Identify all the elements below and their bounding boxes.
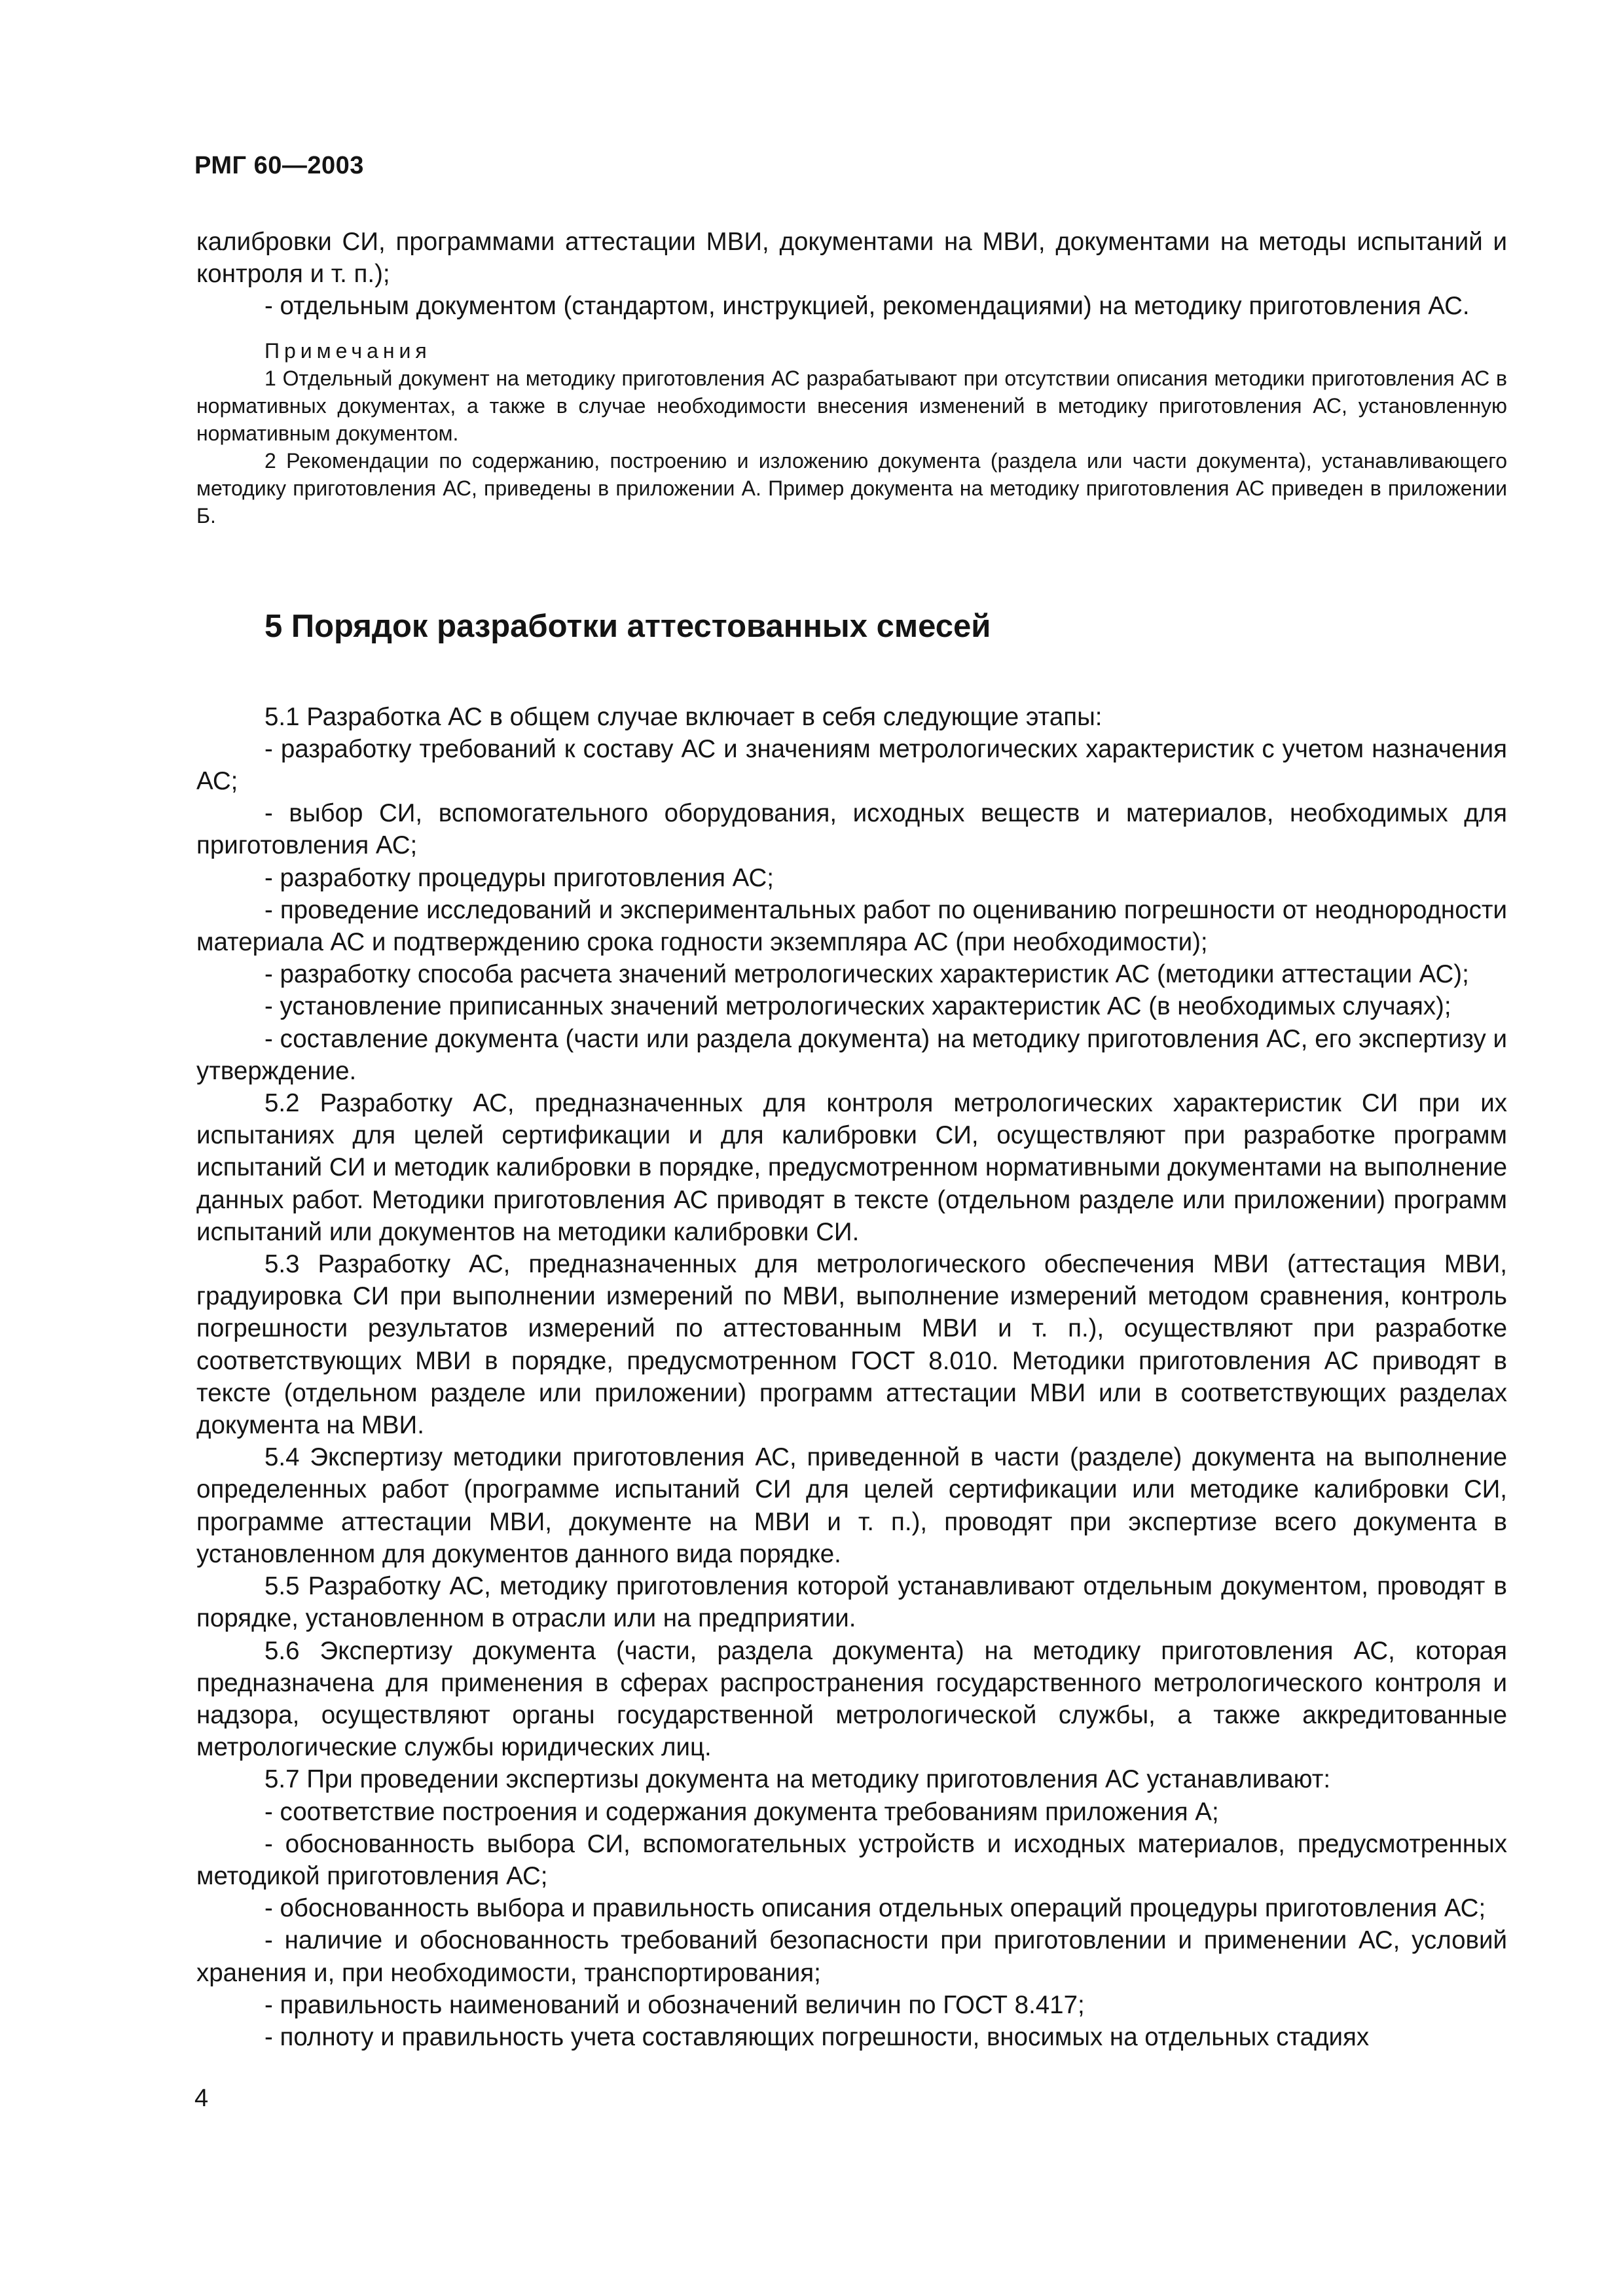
page-number: 4 xyxy=(194,2085,209,2112)
list-item: - наличие и обоснованность требований безопасности при приготовлении и применении АС, условий хранения и, при необходимости, транспортирования; xyxy=(196,1926,1507,1987)
paragraph: 5.7 При проведении экспертизы документа на методику приготовления АС устанавливают: xyxy=(264,1765,1331,1794)
paragraph: 5.3 Разработку АС, предназначенных для метрологического обеспечения МВИ (аттестация МВИ, градуировка СИ при выполнении измерений по МВИ, выполнение измерений методом сравнения, контроль погрешности результатов измерений по аттестованным МВИ и т. п.), осуществляют при разработке соответствующих МВИ в порядке, предусмотренном ГОСТ 8.010. Методики приготовления АС приводят в тексте (отдельном разделе или приложении) программ аттестации МВИ или в соответствующих разделах документа на МВИ. xyxy=(196,1250,1507,1440)
list-item: - правильность наименований и обозначений величин по ГОСТ 8.417; xyxy=(264,1990,1085,2019)
list-item: - выбор СИ, вспомогательного оборудования, исходных веществ и материалов, необходимых для приготовления АС; xyxy=(196,799,1507,860)
paragraph: 5.6 Экспертизу документа (части, раздела документа) на методику приготовления АС, которая предназначена для применения в сферах распространения государственного метрологического контроля и надзора, осуществляют органы государственной метрологической службы, а также аккредитованные метрологические службы юридических лиц. xyxy=(196,1636,1507,1762)
note-1: 1 Отдельный документ на методику приготовления АС разрабатывают при отсутствии описания методики приготовления АС в нормативных документах, а также в случае необходимости внесения изменений в методику приготовления АС, установленную нормативным документом. xyxy=(196,366,1507,445)
list-item: - проведение исследований и экспериментальных работ по оцениванию погрешности от неоднородности материала АС и подтверждению срока годности экземпляра АС (при необходимости); xyxy=(196,895,1507,957)
list-item: - разработку требований к составу АС и значениям метрологических характеристик с учетом назначения АС; xyxy=(196,734,1507,796)
list-item: - разработку процедуры приготовления АС; xyxy=(264,863,775,892)
paragraph: 5.5 Разработку АС, методику приготовления которой устанавливают отдельным документом, проводят в порядке, установленном в отрасли или на предприятии. xyxy=(196,1572,1507,1633)
list-item: - составление документа (части или раздела документа) на методику приготовления АС, его экспертизу и утверждение. xyxy=(196,1024,1507,1085)
paragraph: 5.1 Разработка АС в общем случае включает в себя следующие этапы: xyxy=(264,702,1103,731)
document-body xyxy=(196,226,1507,2053)
paragraph: 5.4 Экспертизу методики приготовления АС, приведенной в части (разделе) документа на выполнение определенных работ (программе испытаний СИ для целей сертификации или методике калибровки СИ, программе аттестации МВИ, документе на МВИ и т. п.), проводят при экспертизе всего документа в установленном для документов данного вида порядке. xyxy=(196,1443,1507,1568)
list-item: - обоснованность выбора СИ, вспомогательных устройств и исходных материалов, предусмотренных методикой приготовления АС; xyxy=(196,1829,1507,1890)
section-title: 5 Порядок разработки аттестованных смесей xyxy=(264,608,991,644)
list-item: - полноту и правильность учета составляющих погрешности, вносимых на отдельных стадиях xyxy=(264,2022,1370,2051)
paragraph: калибровки СИ, программами аттестации МВИ, документами на МВИ, документами на методы испытаний и контроля и т. п.); xyxy=(196,228,1507,289)
paragraph: 5.2 Разработку АС, предназначенных для контроля метрологических характеристик СИ при их испытаниях для целей сертификации и для калибровки СИ, осуществляют при разработке программ испытаний СИ и методик калибровки в порядке, предусмотренном нормативными документами на выполнение данных работ. Методики приготовления АС приводят в тексте (отдельном разделе или приложении) программ испытаний или документов на методики калибровки СИ. xyxy=(196,1089,1507,1246)
list-item: - соответствие построения и содержания документа требованиям приложения А; xyxy=(264,1797,1219,1826)
note-2: 2 Рекомендации по содержанию, построению и изложению документа (раздела или части документа), устанавливающего методику приготовления АС, приведены в приложении А. Пример документа на методику приготовления АС приведен в приложении Б. xyxy=(196,448,1507,528)
document-code: РМГ 60—2003 xyxy=(194,152,364,179)
notes-heading: Примечания xyxy=(264,338,431,363)
list-item: - разработку способа расчета значений метрологических характеристик АС (методики аттестации АС); xyxy=(264,960,1469,989)
list-item: - обоснованность выбора и правильность описания отдельных операций процедуры приготовления АС; xyxy=(264,1894,1486,1923)
paragraph: - отдельным документом (стандартом, инструкцией, рекомендациями) на методику приготовления АС. xyxy=(264,292,1470,321)
list-item: - установление приписанных значений метрологических характеристик АС (в необходимых случаях); xyxy=(264,992,1451,1021)
